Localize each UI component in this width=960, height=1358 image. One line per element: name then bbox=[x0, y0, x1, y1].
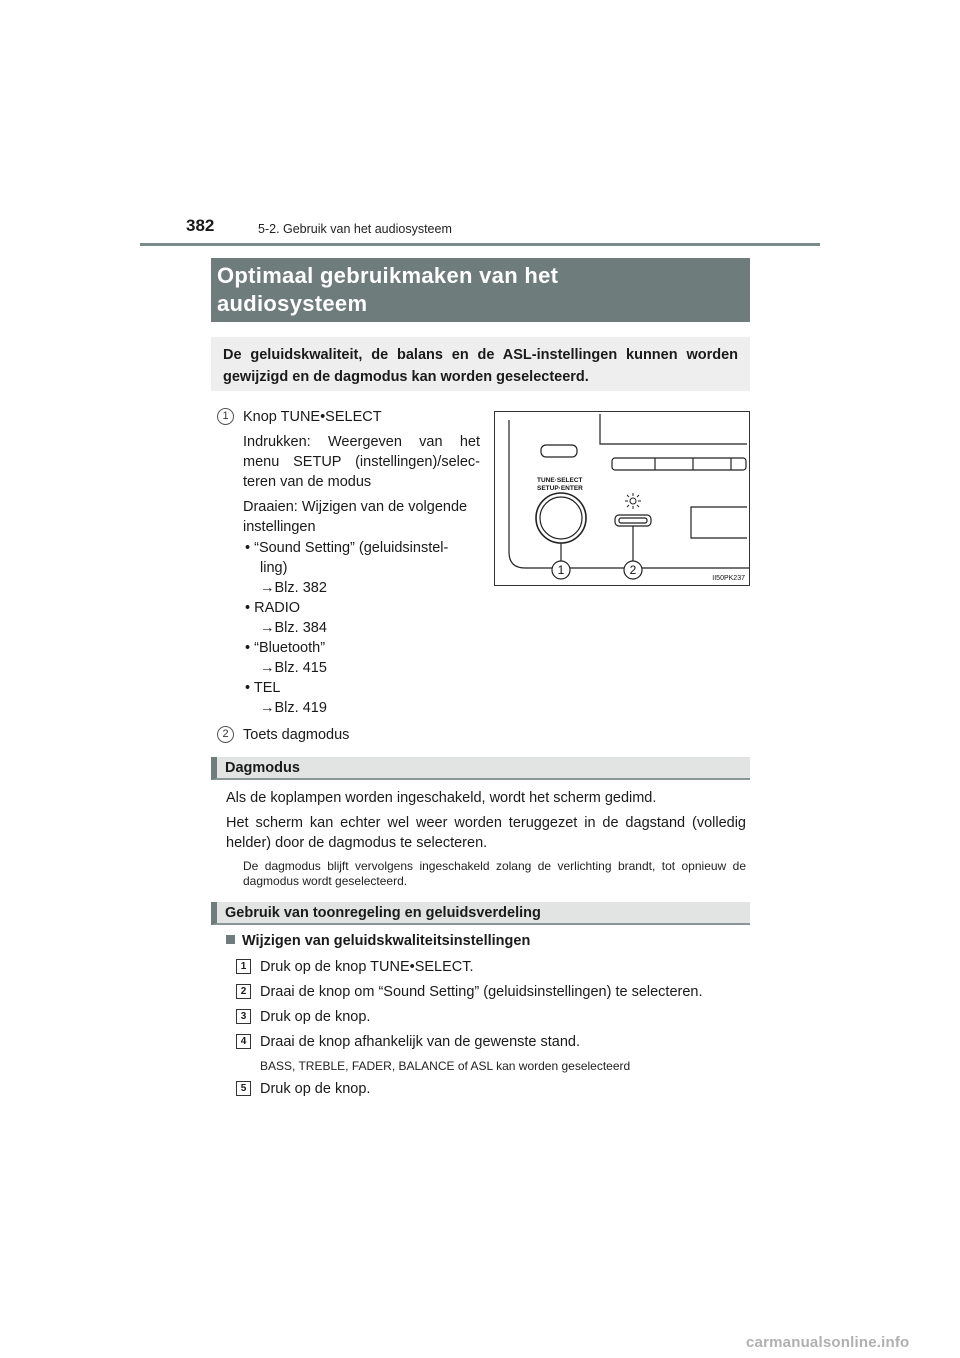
watermark: carmanualsonline.info bbox=[746, 1334, 910, 1351]
page-title bbox=[211, 258, 750, 322]
section-heading-toonregeling: Gebruik van toonregeling en geluidsverdeling bbox=[211, 902, 750, 925]
bullet-tel: • TEL bbox=[245, 680, 281, 696]
page-number: 382 bbox=[186, 216, 215, 235]
tune-select-knob bbox=[536, 493, 586, 543]
item-number-1: 1 bbox=[217, 408, 234, 425]
subsection-heading-text: Wijzigen van geluidskwaliteitsinstellingen bbox=[242, 933, 531, 949]
bullet-sound-setting: • “Sound Setting” (geluidsinstel- bbox=[245, 540, 449, 556]
figure-code: II50PK237 bbox=[712, 575, 745, 582]
dagmodus-paragraph-2: Het scherm kan echter wel weer worden teruggezet in de dagstand (volledig helder) door de dagmodus te selecteren. bbox=[226, 815, 746, 851]
disc-slot bbox=[691, 507, 747, 538]
callout-2: 2 bbox=[629, 563, 637, 577]
square-bullet-icon bbox=[226, 935, 235, 944]
bullet-label: “Sound Setting” (geluidsinstel- bbox=[254, 540, 449, 556]
display-frame bbox=[600, 414, 747, 444]
step-text-5: Druk op de knop. bbox=[260, 1081, 371, 1097]
top-button bbox=[541, 445, 577, 457]
step-number-5: 5 bbox=[236, 1081, 251, 1096]
page-title-line2: audiosysteem bbox=[217, 291, 368, 316]
section-label: 5-2. Gebruik van het audiosysteem bbox=[258, 222, 452, 236]
audio-panel-drawing bbox=[495, 412, 749, 585]
item-1-turn-description: Draaien: Wijzigen van de volgende instellingen bbox=[243, 499, 468, 535]
step-number-3: 3 bbox=[236, 1009, 251, 1024]
page-reference: →Blz. 415 bbox=[260, 660, 327, 676]
section-heading-dagmodus: Dagmodus bbox=[211, 757, 750, 780]
step-number-4: 4 bbox=[236, 1034, 251, 1049]
audio-panel-illustration bbox=[494, 411, 750, 586]
step-4-note: BASS, TREBLE, FADER, BALANCE of ASL kan worden geselecteerd bbox=[260, 1059, 631, 1073]
step-text-1: Druk op de knop TUNE•SELECT. bbox=[260, 959, 474, 975]
dagmodus-note: De dagmodus blijft vervolgens ingeschakeld zolang de verlichting brandt, tot opnieuw de dagmodus wordt geselecteerd. bbox=[243, 859, 746, 888]
header-rule bbox=[140, 243, 820, 246]
step-number-2: 2 bbox=[236, 984, 251, 999]
sun-icon bbox=[625, 493, 641, 509]
step-number-1: 1 bbox=[236, 959, 251, 974]
item-2-title: Toets dagmodus bbox=[243, 727, 350, 743]
page-reference: →Blz. 384 bbox=[260, 620, 327, 636]
knob-label-line2: SETUP·ENTER bbox=[537, 485, 583, 492]
subsection-heading bbox=[226, 933, 530, 949]
intro-box: De geluidskwaliteit, de balans en de ASL-instellingen kunnen worden gewijzigd en de dagmodus kan worden geselecteerd. bbox=[211, 337, 750, 391]
bullet-label: “Bluetooth” bbox=[254, 640, 326, 656]
page-reference: →Blz. 382 bbox=[260, 580, 327, 596]
item-1-press-description: Indrukken: Weergeven van het menu SETUP (instellingen)/selec-teren van de modus bbox=[243, 434, 480, 490]
item-1-title: Knop TUNE•SELECT bbox=[243, 409, 382, 425]
day-mode-button bbox=[615, 515, 651, 526]
knob-label-line1: TUNE·SELECT bbox=[537, 477, 583, 484]
panel-outline bbox=[509, 420, 749, 568]
dagmodus-paragraph-1: Als de koplampen worden ingeschakeld, wordt het scherm gedimd. bbox=[226, 790, 657, 806]
step-text-2: Draai de knop om “Sound Setting” (geluidsinstellingen) te selecteren. bbox=[260, 984, 703, 1000]
page-title-line1: Optimaal gebruikmaken van het bbox=[217, 263, 559, 288]
bullet-label-cont: ling) bbox=[260, 560, 288, 576]
bullet-radio: • RADIO bbox=[245, 600, 301, 616]
callout-1: 1 bbox=[557, 563, 565, 577]
step-text-4: Draai de knop afhankelijk van de gewenste stand. bbox=[260, 1034, 581, 1050]
item-number-2: 2 bbox=[217, 726, 234, 743]
step-text-3: Druk op de knop. bbox=[260, 1009, 371, 1025]
bullet-label: TEL bbox=[253, 680, 281, 696]
bullet-label: RADIO bbox=[254, 600, 301, 616]
page-reference: →Blz. 419 bbox=[260, 700, 327, 716]
bullet-bluetooth: • “Bluetooth” bbox=[245, 640, 326, 656]
preset-buttons bbox=[612, 458, 746, 470]
